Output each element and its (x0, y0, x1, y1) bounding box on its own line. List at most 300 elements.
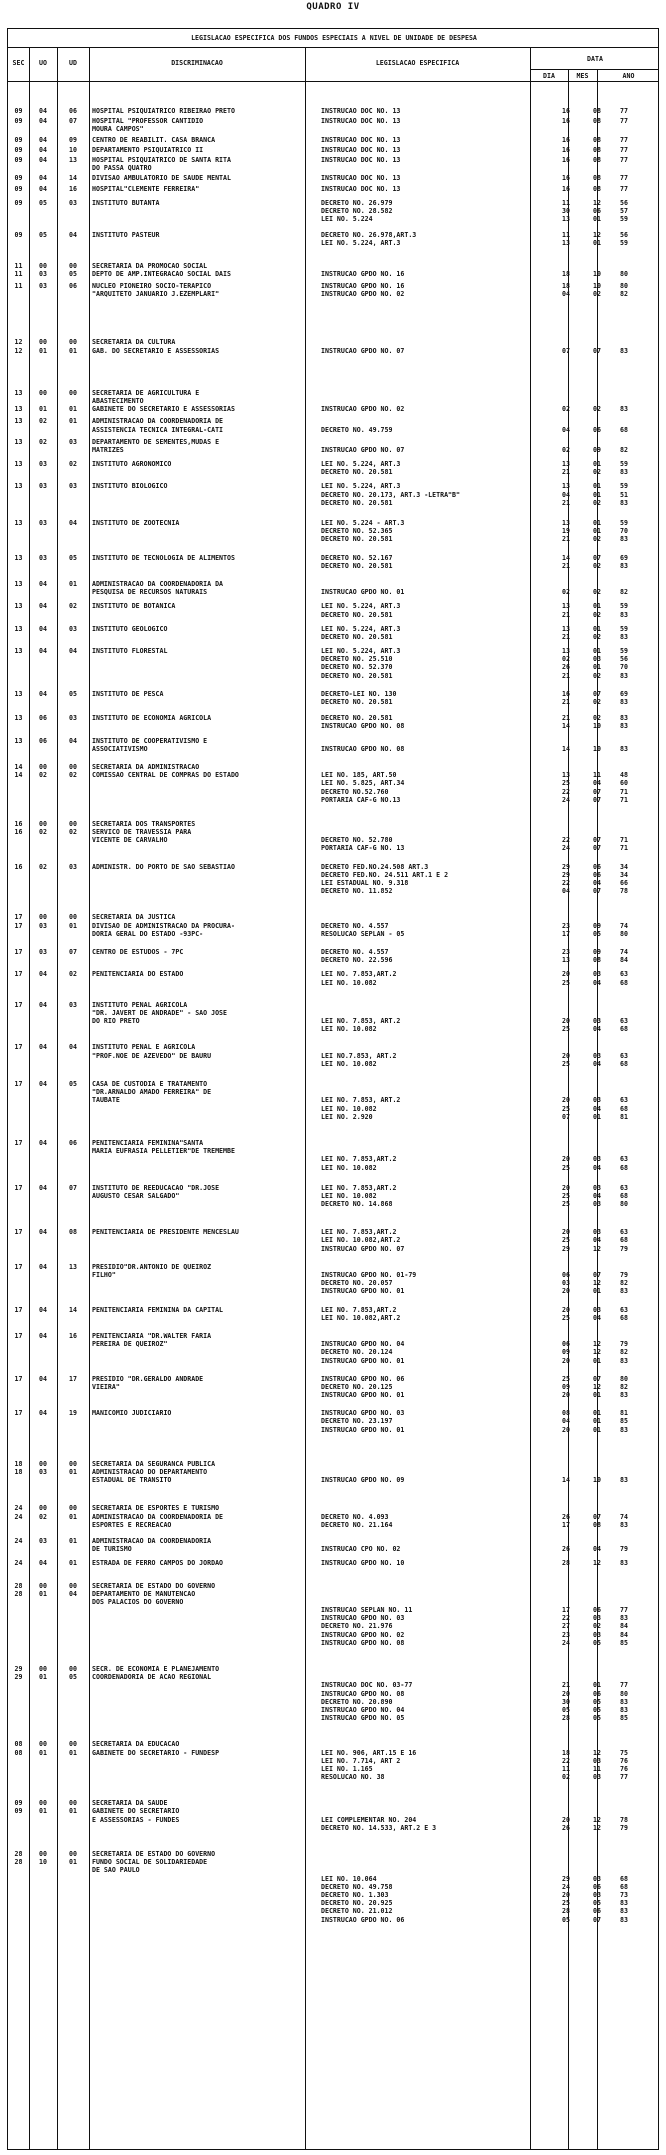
cell-line (321, 397, 549, 405)
cell-line (611, 580, 637, 588)
cell-line: 04 (39, 1559, 47, 1568)
cell-line: 24 (562, 1882, 570, 1891)
cell-line: 17 (14, 1374, 23, 1383)
cell-desc (89, 417, 317, 433)
cell-dia (549, 338, 583, 354)
cell-line: 07 (593, 689, 601, 698)
cell-ud (57, 647, 89, 655)
cell-line: INSTRUCAO DOC NO. 13 (321, 155, 401, 164)
cell-sec (8, 282, 29, 290)
table-row (8, 580, 659, 596)
header-rule (8, 81, 658, 82)
cell-line: 22 (562, 1756, 570, 1765)
cell-line: 04 (39, 1374, 47, 1383)
cell-line: 68 (620, 1313, 628, 1322)
cell-mes (583, 763, 611, 804)
cell-dia (549, 1537, 583, 1553)
cell-line: 03 (39, 269, 47, 278)
cell-uo (29, 714, 57, 722)
cell-dia (549, 602, 583, 618)
cell-line: 20 (562, 1890, 570, 1899)
cell-line: 24 (14, 1504, 23, 1513)
cell-line: LEI NO. 10.064 (321, 1874, 377, 1883)
cell-line: 01 (593, 602, 601, 611)
cell-line: 02 (39, 1512, 47, 1521)
cell-line: 17 (14, 1331, 23, 1340)
cell-line: 04 (593, 1191, 601, 1200)
cell-line: 04 (593, 1545, 601, 1554)
cell-ud (57, 338, 89, 354)
cell-line: INSTITUTO PENAL E AGRICOLA (92, 1043, 196, 1052)
cell-mes (583, 1665, 611, 1722)
cell-line: 05 (593, 929, 601, 938)
cell-line: 83 (620, 1425, 628, 1434)
cell-uo (29, 948, 57, 956)
cell-line: 01 (593, 527, 601, 536)
cell-line: 23 (562, 921, 570, 930)
cell-line: INSTRUCAO GPDO NO. 01-79 (321, 1271, 417, 1279)
cell-sec (8, 146, 29, 154)
cell-line: 04 (69, 736, 77, 745)
cell-line: 18 (562, 269, 570, 278)
cell-leg (317, 1850, 549, 1924)
cell-line (321, 1665, 549, 1673)
cell-line: 80 (620, 929, 628, 938)
cell-line (611, 1504, 637, 1512)
cell-line (321, 737, 549, 745)
cell-line (583, 1850, 611, 1858)
cell-line: 03 (39, 482, 47, 491)
cell-line (321, 580, 549, 588)
cell-line (321, 1139, 549, 1147)
cell-line: INSTRUCAO GPDO NO. 08 (321, 744, 405, 753)
cell-line: 00 (69, 338, 77, 347)
cell-line (549, 389, 583, 397)
cell-line: 05 (562, 1705, 570, 1714)
cell-line: 05 (39, 231, 47, 240)
cell-line: 13 (14, 460, 23, 469)
cell-line (583, 737, 611, 745)
cell-mes (583, 519, 611, 544)
cell-line: 01 (39, 346, 47, 355)
cell-line: 01 (69, 1536, 77, 1545)
cell-line: 82 (620, 1382, 628, 1391)
table-row (8, 714, 659, 730)
cell-line: 16 (562, 155, 570, 164)
cell-line: 07 (593, 346, 601, 355)
cell-sec (8, 737, 29, 745)
cell-line (611, 438, 637, 446)
cell-ud (57, 1460, 89, 1476)
cell-line: 12 (593, 1244, 601, 1253)
cell-mes (583, 1263, 611, 1296)
cell-line (321, 1582, 549, 1590)
cell-line: "ARQUITETO JANUARIO J.EZEMPLARI" (92, 290, 220, 299)
cell-line: DECRETO NO. 26.978,ART.3 (321, 231, 417, 240)
cell-mes (583, 863, 611, 896)
cell-line: LEI NO. 5.224, ART.3 (321, 482, 401, 491)
cell-line: 20 (562, 970, 570, 979)
cell-line: 02 (562, 655, 570, 664)
cell-line: 83 (620, 1697, 628, 1706)
cell-line: 25 (562, 779, 570, 788)
cell-line: 30 (562, 1697, 570, 1706)
cell-line: LEI NO. 7.714, ART 2 (321, 1756, 401, 1765)
cell-line: 04 (69, 1589, 77, 1598)
cell-desc (89, 970, 317, 978)
cell-line: 28 (562, 1714, 570, 1723)
cell-line: 09 (593, 445, 601, 454)
cell-line: DECRETO NO. 4.093 (321, 1512, 389, 1521)
cell-line: DECRETO NO. 20.124 (321, 1348, 393, 1357)
cell-uo (29, 1306, 57, 1314)
cell-line: 01 (39, 1807, 47, 1816)
cell-ano (611, 1504, 637, 1529)
cell-line (549, 1850, 583, 1858)
cell-line: 02 (593, 588, 601, 597)
cell-sec (8, 580, 29, 588)
cell-line (321, 913, 549, 921)
cell-dia (549, 438, 583, 454)
cell-line: 69 (620, 553, 628, 562)
cell-desc (89, 1740, 317, 1756)
cell-line (583, 1332, 611, 1340)
cell-line (583, 338, 611, 346)
cell-line (611, 1460, 637, 1468)
cell-line: 04 (39, 647, 47, 656)
table-row (8, 185, 659, 193)
cell-line: 04 (39, 1331, 47, 1340)
cell-line: 83 (620, 346, 628, 355)
cell-line: 14 (69, 174, 77, 183)
cell-dia (549, 417, 583, 433)
cell-line: 00 (69, 762, 77, 771)
cell-line: GABINETE DO SECRETARIO - FUNDESP (92, 1748, 220, 1757)
cell-ano (611, 136, 637, 144)
cell-line: DECRETO NO. 20.125 (321, 1382, 393, 1391)
cell-line: LEI NO. 7.853, ART.2 (321, 1017, 401, 1026)
cell-leg (317, 863, 549, 896)
cell-line: 83 (620, 1559, 628, 1568)
cell-desc (89, 863, 317, 871)
cell-ano (611, 199, 637, 224)
cell-line: INSTRUCAO GPDO NO. 08 (321, 722, 405, 731)
cell-ano (611, 1139, 637, 1172)
cell-ud (57, 1332, 89, 1340)
cell-line: 82 (620, 588, 628, 597)
cell-leg (317, 1332, 549, 1365)
cell-sec (8, 1263, 29, 1271)
cell-line: 63 (620, 1155, 628, 1164)
cell-line: LEI ESTADUAL NO. 9.318 (321, 879, 409, 887)
cell-line: INSTRUCAO GPDO NO. 16 (321, 269, 405, 278)
cell-line: 16 (562, 174, 570, 183)
cell-line: 02 (562, 405, 570, 414)
cell-line: 00 (69, 1665, 77, 1673)
cell-line (611, 1858, 637, 1866)
cell-line: 04 (39, 1000, 47, 1009)
cell-line: 08 (14, 1748, 23, 1757)
cell-line: 18 (14, 1459, 23, 1468)
cell-mes (583, 1080, 611, 1121)
cell-line: 13 (562, 624, 570, 633)
cell-uo (29, 970, 57, 978)
cell-line: 07 (69, 117, 77, 126)
cell-ud (57, 970, 89, 978)
cell-line: INSTITUTO DE BOTANICA (92, 602, 176, 611)
cell-line (321, 828, 549, 836)
cell-line: 06 (593, 425, 601, 434)
cell-line: ESPORTES E RECREACAO (92, 1520, 172, 1529)
cell-line: 01 (593, 1417, 601, 1426)
cell-ud (57, 820, 89, 836)
cell-ano (611, 1460, 637, 1485)
cell-line: 12 (593, 1559, 601, 1568)
cell-line: 83 (620, 1614, 628, 1623)
cell-line: 26 (562, 663, 570, 672)
cell-uo (29, 185, 57, 193)
cell-line: "PROF.NOE DE AZEVEDO" DE BAURU (92, 1051, 212, 1060)
cell-dia (549, 580, 583, 596)
cell-line: 10 (593, 269, 601, 278)
cell-uo (29, 156, 57, 164)
cell-desc (89, 107, 317, 115)
cell-line (549, 262, 583, 270)
cell-desc (89, 185, 317, 193)
cell-ano (611, 948, 637, 964)
cell-line: SECRETARIA DA SAUDE (92, 1799, 168, 1808)
cell-desc (89, 262, 317, 278)
cell-line: TAUBATE (92, 1096, 120, 1105)
cell-line (57, 397, 89, 405)
cell-line: 03 (69, 437, 77, 446)
cell-ud (57, 1740, 89, 1756)
cell-dia (549, 1228, 583, 1253)
cell-line: DORIA GERAL DO ESTADO -93PC- (92, 929, 204, 938)
cell-line: PEREIRA DE QUEIROZ" (92, 1340, 168, 1349)
cell-leg (317, 262, 549, 278)
cell-ano (611, 1306, 637, 1322)
table-row (8, 1332, 659, 1365)
cell-mes (583, 1799, 611, 1832)
cell-line: 05 (69, 1673, 77, 1682)
cell-line: 29 (14, 1673, 23, 1682)
cell-line (549, 1665, 583, 1673)
cell-line: DECRETO NO. 21.012 (321, 1907, 393, 1916)
cell-line: 03 (593, 1630, 601, 1639)
cell-desc (89, 1375, 317, 1391)
cell-line: 76 (620, 1764, 628, 1773)
cell-line: 20 (562, 1155, 570, 1164)
cell-line: 76 (620, 1756, 628, 1765)
cell-line (583, 828, 611, 836)
cell-desc (89, 1139, 317, 1155)
cell-line: 29 (562, 1874, 570, 1883)
cell-mes (583, 554, 611, 570)
cell-dia (549, 1799, 583, 1832)
cell-mes (583, 1504, 611, 1529)
cell-line: 04 (562, 490, 570, 499)
cell-line: 00 (39, 1740, 47, 1749)
cell-line: 19 (562, 527, 570, 536)
cell-line: 13 (14, 405, 23, 414)
table-row (8, 1263, 659, 1296)
cell-line: E ASSESSORIAS - FUNDES (92, 1815, 180, 1824)
cell-line: 22 (562, 879, 570, 887)
cell-line: 83 (620, 535, 628, 544)
cell-line: DECRETO NO. 20.581 (321, 671, 393, 680)
cell-sec (8, 1375, 29, 1383)
cell-uo (29, 231, 57, 239)
cell-dia (549, 1559, 583, 1567)
cell-line: 83 (620, 722, 628, 731)
cell-line: LEI NO. 5.825, ART.34 (321, 779, 405, 788)
cell-desc (89, 820, 317, 845)
cell-sec (8, 647, 29, 655)
cell-line: 01 (69, 1468, 77, 1476)
cell-desc (89, 136, 317, 144)
cell-dia (549, 554, 583, 570)
cell-line: 09 (593, 947, 601, 956)
cell-line: 59 (620, 647, 628, 656)
cell-line: 05 (562, 1915, 570, 1924)
cell-line: DOS PALACIOS DO GOVERNO (92, 1597, 184, 1606)
cell-line: FILHO" (92, 1271, 116, 1279)
cell-line: 06 (69, 282, 77, 290)
cell-line: 09 (14, 145, 23, 154)
cell-line: 20 (562, 1425, 570, 1434)
cell-ud (57, 1080, 89, 1088)
cell-line: 04 (39, 624, 47, 633)
cell-ano (611, 690, 637, 706)
cell-uo (29, 1559, 57, 1567)
cell-ud (57, 554, 89, 562)
cell-dia (549, 1263, 583, 1296)
cell-desc (89, 1001, 317, 1026)
cell-line: 11 (14, 261, 23, 270)
cell-ud (57, 460, 89, 468)
cell-line (611, 1866, 637, 1874)
cell-leg (317, 1582, 549, 1648)
cell-line: 04 (593, 779, 601, 788)
header-mes: MES (576, 72, 589, 80)
cell-desc (89, 1799, 317, 1824)
cell-line: 21 (562, 1681, 570, 1690)
cell-line: 21 (562, 498, 570, 507)
cell-line (321, 438, 549, 446)
header-legislacao: LEGISLACAO ESPECIFICA (375, 59, 460, 67)
cell-line: 17 (14, 921, 23, 930)
cell-line: DECRETO NO. 20.581 (321, 610, 393, 619)
cell-line: 83 (620, 1287, 628, 1296)
cell-line: 17 (14, 1080, 23, 1088)
cell-ano (611, 282, 637, 298)
cell-line: 04 (593, 1313, 601, 1322)
cell-line: 83 (620, 1915, 628, 1924)
cell-line: DECRETO NO. 20.057 (321, 1279, 393, 1288)
cell-leg (317, 1228, 549, 1253)
cell-line: 03 (69, 198, 77, 207)
cell-line: 14 (562, 744, 570, 753)
cell-line: 01 (593, 519, 601, 527)
cell-ud (57, 1139, 89, 1147)
cell-mes (583, 438, 611, 454)
cell-mes (583, 185, 611, 193)
cell-uo (29, 199, 57, 207)
cell-ud (57, 1001, 89, 1009)
cell-line: 30 (562, 206, 570, 215)
cell-dia (549, 282, 583, 298)
cell-leg (317, 417, 549, 433)
cell-line: 07 (593, 1374, 601, 1383)
table-row (8, 763, 659, 804)
cell-line: MATRIZES (92, 445, 124, 454)
cell-line: 07 (593, 1915, 601, 1924)
cell-line: 01 (593, 215, 601, 224)
cell-ud (57, 913, 89, 929)
cell-sec (8, 690, 29, 698)
cell-ano (611, 156, 637, 164)
cell-desc (89, 1043, 317, 1059)
cell-line: DECRETO NO. 21.164 (321, 1520, 393, 1529)
cell-line (321, 763, 549, 771)
cell-line: 13 (14, 482, 23, 491)
cell-line (549, 1080, 583, 1088)
cell-line (549, 1799, 583, 1807)
cell-dia (549, 1665, 583, 1722)
cell-line: 82 (620, 445, 628, 454)
cell-desc (89, 948, 317, 956)
cell-line: 09 (14, 198, 23, 207)
cell-line: 68 (620, 1236, 628, 1245)
cell-dia (549, 1332, 583, 1365)
cell-line: 20 (562, 1689, 570, 1698)
cell-line (611, 1673, 637, 1681)
cell-ud (57, 714, 89, 722)
cell-line: DECRETO NO. 21.976 (321, 1622, 393, 1631)
cell-line: DECRETO NO. 11.852 (321, 887, 393, 896)
cell-line: 83 (620, 632, 628, 641)
cell-line (321, 262, 549, 270)
cell-desc (89, 714, 317, 722)
cell-line: 25 (562, 1059, 570, 1068)
cell-uo (29, 1582, 57, 1598)
cell-line: 68 (620, 1059, 628, 1068)
cell-leg (317, 438, 549, 454)
cell-line: 08 (593, 117, 601, 126)
cell-leg (317, 460, 549, 476)
legislation-table (7, 28, 659, 2150)
cell-mes (583, 948, 611, 964)
cell-line: 00 (39, 1581, 47, 1590)
cell-ud (57, 389, 89, 414)
cell-line: 03 (562, 1279, 570, 1288)
cell-line: 19 (69, 1409, 77, 1418)
cell-line: 09 (14, 155, 23, 164)
cell-line: 24 (562, 1638, 570, 1647)
cell-uo (29, 262, 57, 278)
cell-line: 71 (620, 795, 628, 804)
cell-line: 07 (593, 553, 601, 562)
cell-line: 03 (593, 970, 601, 979)
cell-line (611, 1740, 637, 1748)
cell-ano (611, 460, 637, 476)
cell-line: INSTITUTO BUTANTA (92, 198, 160, 207)
cell-line: 06 (593, 870, 601, 879)
cell-line: 04 (562, 425, 570, 434)
cell-line: 16 (14, 828, 23, 837)
cell-line: INSTRUCAO GPDO NO. 01 (321, 1425, 405, 1434)
